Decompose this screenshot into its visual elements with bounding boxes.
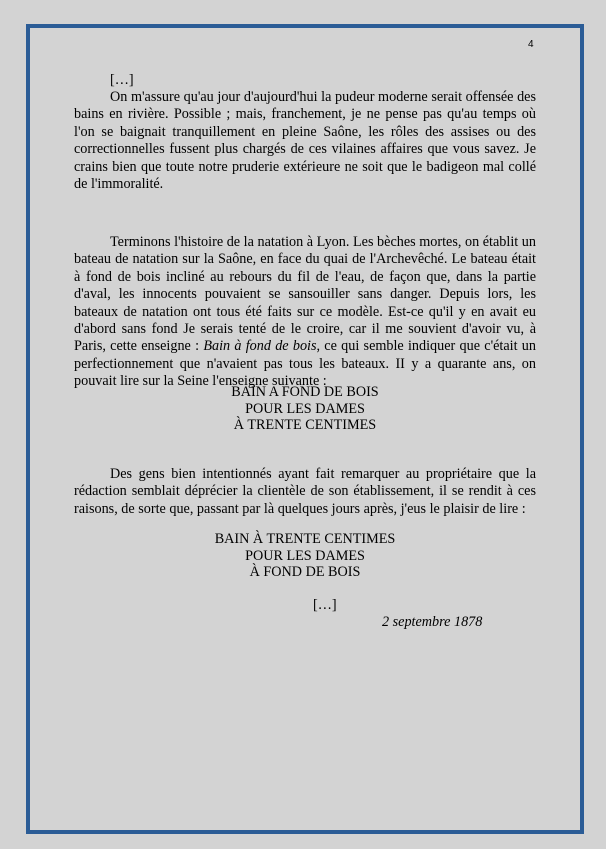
page-number: 4 bbox=[528, 39, 534, 50]
date: 2 septembre 1878 bbox=[382, 614, 483, 630]
paragraph-1-block bbox=[74, 89, 536, 193]
sign-2 bbox=[74, 531, 536, 581]
sign-1-line: POUR LES DAMES bbox=[245, 400, 365, 417]
sign-1-line: BAIN A FOND DE BOIS bbox=[231, 384, 379, 400]
sign-1-line: À TRENTE CENTIMES bbox=[233, 417, 377, 433]
paragraph-2-part-1: Terminons l'histoire de la natation à Lyon. Les bèches mortes, on établit un bateau de natation sur la Saône, en face du quai de l'Archevêché. Le bateau était à fond de bois incliné au rebours du fil de l'eau, de façon que, dans la partie d'aval, les innocents pouvaient se sansouiller sans danger. Depuis lors, les bateaux de natation ont tous été faits sur ce modèle. Est-ce qu'il y en avait eu d'abord sans fond Je serais tenté de le croire, car il me souvient d'avoir vu, à Paris, cette enseigne : bbox=[74, 234, 536, 355]
paragraph-2-part-2: , ce qui semble indiquer que c'était un perfectionnement que n'avaient pas tous les bateaux. II y a quarante ans, on pouvait lire sur la Seine l'enseigne suivante : bbox=[74, 338, 536, 390]
paragraph-3: Des gens bien intentionnés ayant fait remarquer au propriétaire que la rédaction semblait déprécier la clientèle de son établissement, il se rendit à ces raisons, de sorte que, passant par là quelques jours après, j'eus le plaisir de lire : bbox=[74, 466, 536, 517]
ellipsis-bottom: […] bbox=[313, 597, 337, 613]
sign-2-line: BAIN À TRENTE CENTIMES bbox=[214, 531, 396, 547]
paragraph-1: On m'assure qu'au jour d'aujourd'hui la pudeur moderne serait offensée des bains en rivière. Possible ; mais, franchement, je ne pense pas qu'au temps où l'on se baignait tranquillement en pleine Saône, les rôles des assises ou des correctionnelles fussent plus chargés de ces vilaines affaires que vous savez. Je crains bien que toute notre pruderie extérieure ne soit que le badigeon mal collé de l'immoralité. bbox=[74, 89, 536, 193]
sign-1 bbox=[74, 384, 536, 434]
paragraph-2-block bbox=[74, 234, 536, 391]
sign-2-line: À FOND DE BOIS bbox=[249, 564, 361, 580]
paragraph-2 bbox=[74, 234, 536, 391]
paragraph-3-block bbox=[74, 466, 536, 518]
sign-2-line: POUR LES DAMES bbox=[245, 547, 365, 564]
paragraph-2-italic: Bain à fond de bois bbox=[203, 338, 317, 355]
ellipsis-top: […] bbox=[110, 72, 134, 88]
